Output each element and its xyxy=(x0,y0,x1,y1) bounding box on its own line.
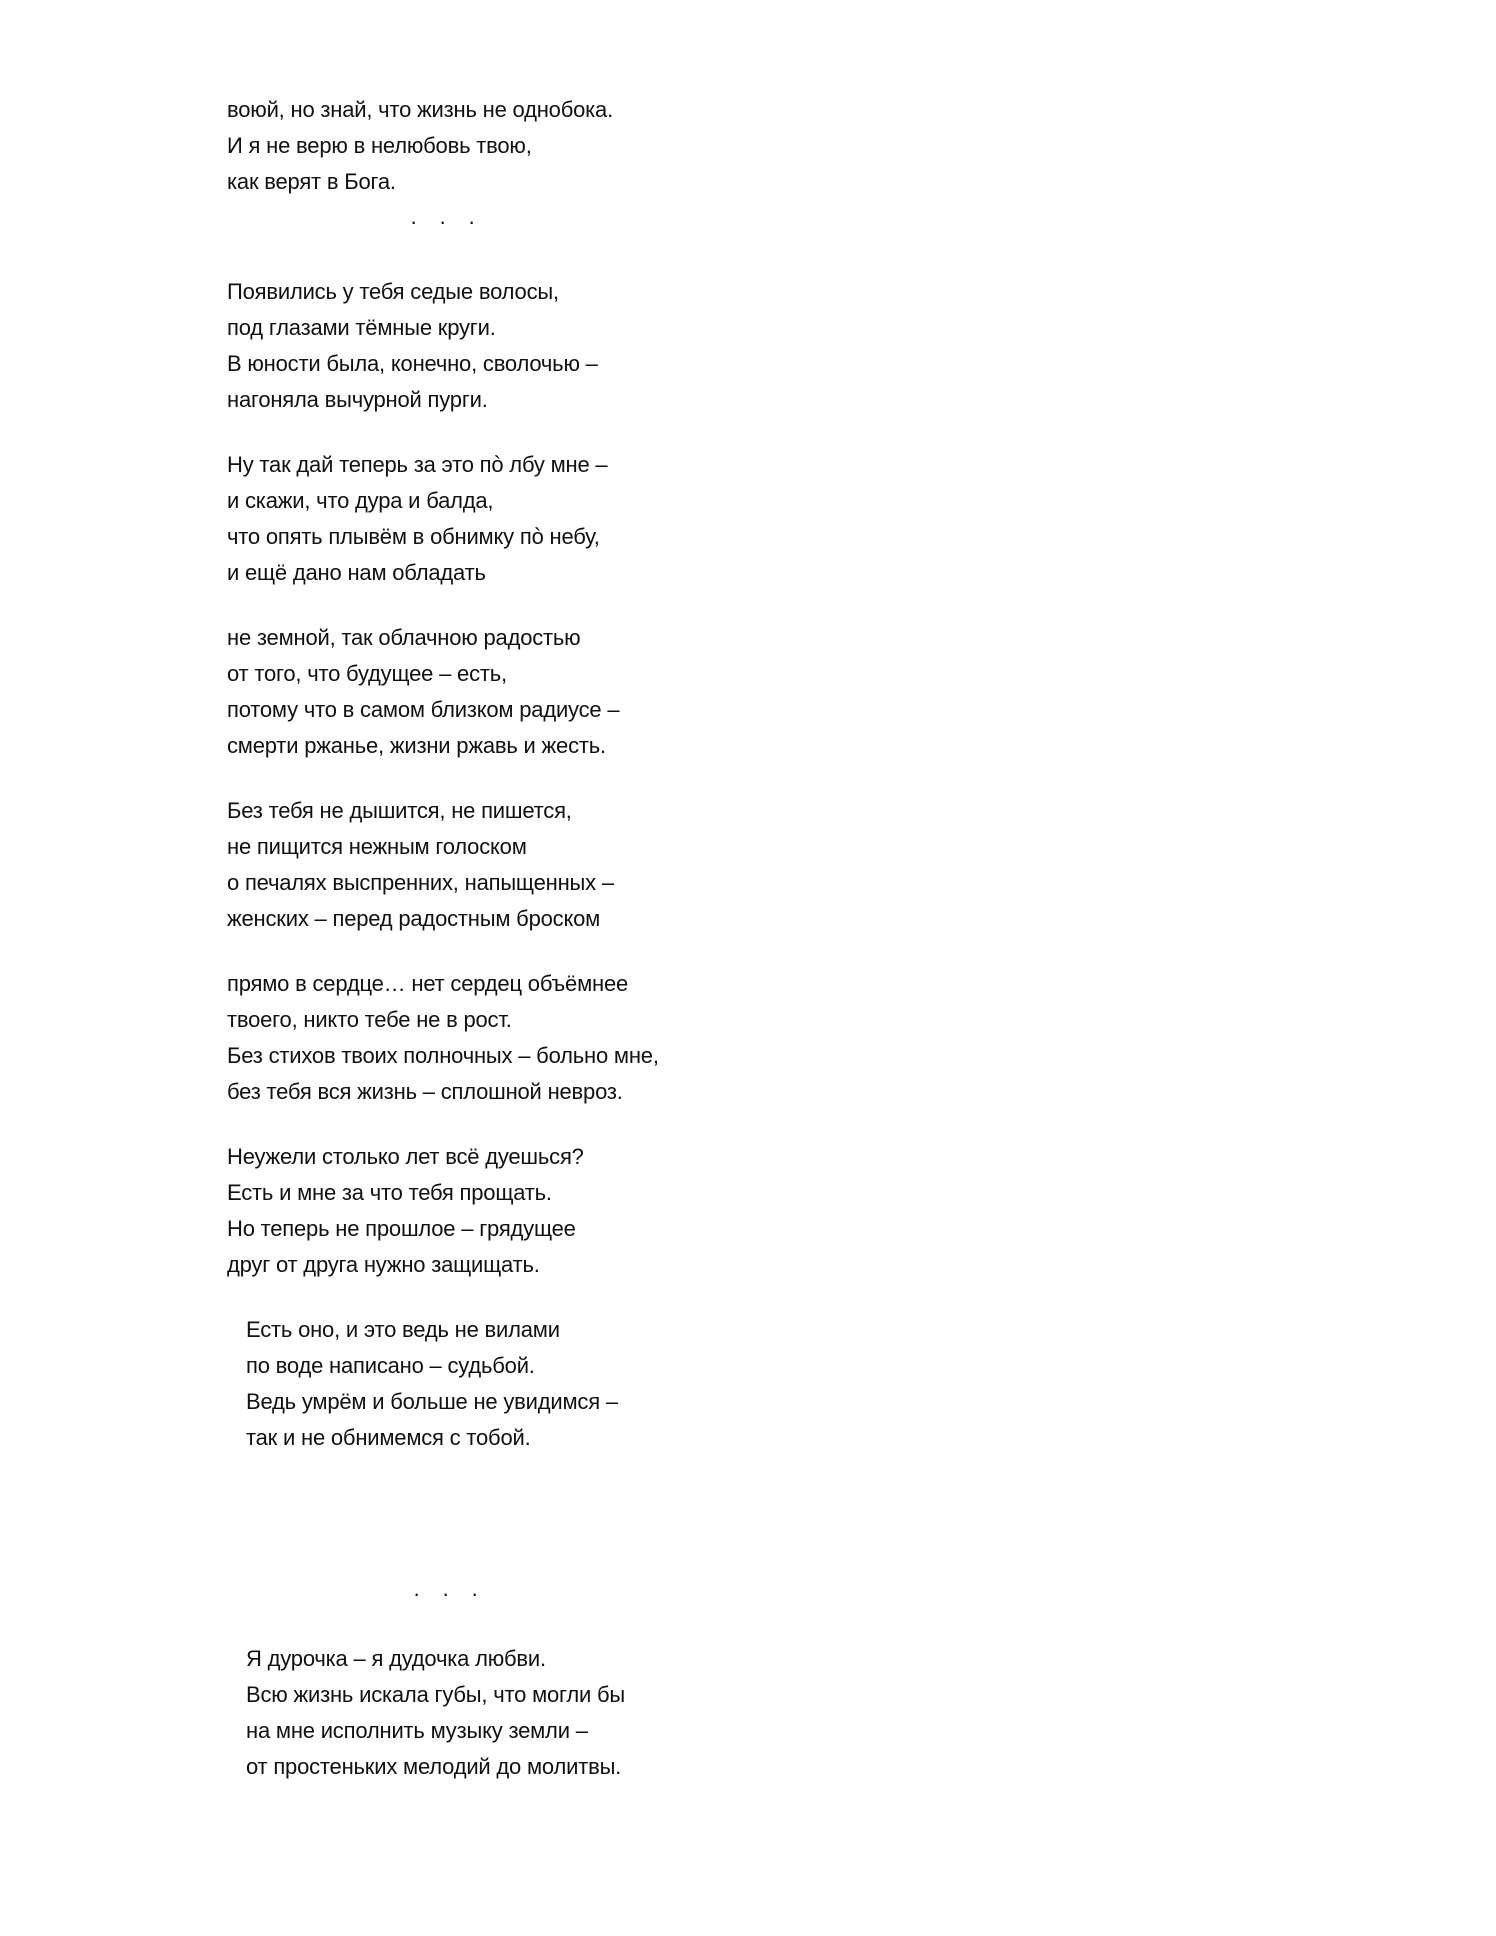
poem-line: Ну так дай теперь за это пò лбу мне – xyxy=(227,452,608,477)
separator-dot: · xyxy=(468,209,476,234)
poem-line: не земной, так облачною радостью xyxy=(227,625,581,650)
poem-line: нагоняла вычурной пурги. xyxy=(227,387,488,412)
poem-line: как верят в Бога. xyxy=(227,169,396,194)
poem-line: Я дурочка – я дудочка любви. xyxy=(246,1646,546,1671)
poem-line: прямо в сердце… нет сердец объёмнее xyxy=(227,971,629,996)
poem-line: под глазами тёмные круги. xyxy=(227,315,496,340)
separator-dot: · xyxy=(439,209,447,234)
separator-dot: · xyxy=(471,1581,479,1606)
poem-line: И я не верю в нелюбовь твою, xyxy=(227,133,532,158)
poem-line: женских – перед радостным броском xyxy=(227,906,601,931)
poem-line: Ведь умрём и больше не увидимся – xyxy=(246,1389,618,1414)
poem-line: без тебя вся жизнь – сплошной невроз. xyxy=(227,1079,623,1104)
poem-line: на мне исполнить музыку земли – xyxy=(246,1718,588,1743)
poem-line: Есть и мне за что тебя прощать. xyxy=(227,1180,552,1205)
poem-line: твоего, никто тебе не в рост. xyxy=(227,1007,512,1032)
separator-dot: · xyxy=(410,209,418,234)
poem-line: Неужели столько лет всё дуешься? xyxy=(227,1144,584,1169)
poem-line: Без тебя не дышится, не пишется, xyxy=(227,798,572,823)
poem-line: и скажи, что дура и балда, xyxy=(227,488,494,513)
poem-line: воюй, но знай, что жизнь не однобока. xyxy=(227,97,613,122)
poem-line: так и не обнимемся с тобой. xyxy=(246,1425,531,1450)
poem-line: Но теперь не прошлое – грядущее xyxy=(227,1216,576,1241)
poem-line: Всю жизнь искала губы, что могли бы xyxy=(246,1682,626,1707)
poem-line: не пищится нежным голоском xyxy=(227,834,527,859)
poem-line: В юности была, конечно, сволочью – xyxy=(227,351,598,376)
poem-line: друг от друга нужно защищать. xyxy=(227,1252,540,1277)
poem-line: потому что в самом близком радиусе – xyxy=(227,697,620,722)
poem-line: Есть оно, и это ведь не вилами xyxy=(246,1317,560,1342)
poem-line: по воде написано – судьбой. xyxy=(246,1353,535,1378)
poem-line: и ещё дано нам обладать xyxy=(227,560,486,585)
separator-dot: · xyxy=(442,1581,450,1606)
separator-dot: · xyxy=(413,1581,421,1606)
poem-line: смерти ржанье, жизни ржавь и жесть. xyxy=(227,733,606,758)
poem-line: о печалях выспренних, напыщенных – xyxy=(227,870,614,895)
poem-line: от того, что будущее – есть, xyxy=(227,661,507,686)
poem-line: Без стихов твоих полночных – больно мне, xyxy=(227,1043,659,1068)
poem-line: что опять плывём в обнимку пò небу, xyxy=(227,524,600,549)
poem-line: от простеньких мелодий до молитвы. xyxy=(246,1754,622,1779)
poem-line: Появились у тебя седые волосы, xyxy=(227,279,559,304)
